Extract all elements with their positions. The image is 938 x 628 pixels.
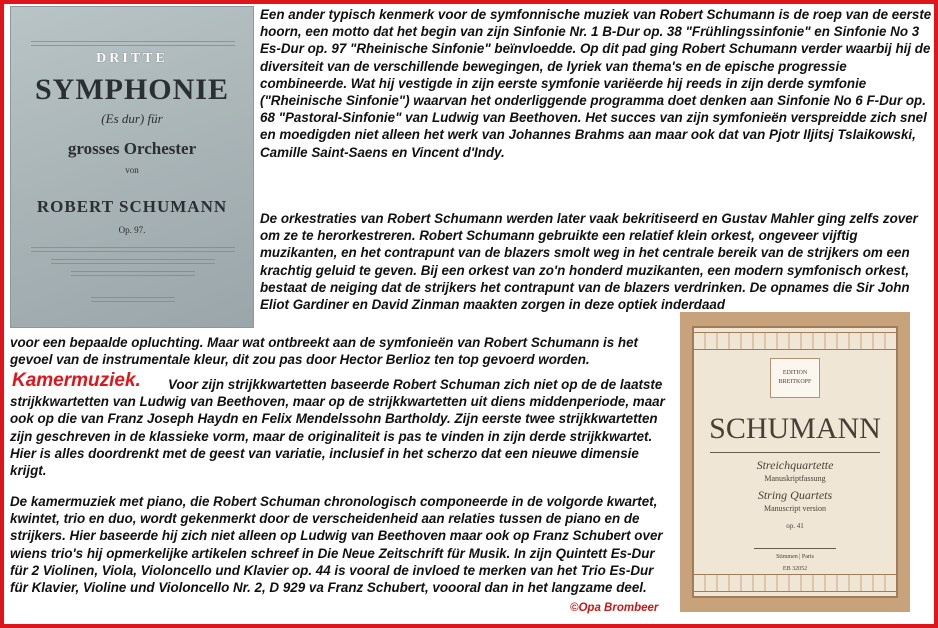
string-quartets-cover-image [680,312,910,612]
cover-ornament-band-top [694,332,896,350]
cover-esdur: (Es dur) für [101,111,163,126]
cover-eb-number: EB 32052 [782,566,808,572]
cover-dritte: DRITTE [96,51,168,66]
cover-ornament-bottom [91,297,175,302]
cover-stimmen-parts: Stimmen | Parts [776,554,814,560]
cover-manuskriptfassung: Manuskriptfassung [764,474,826,483]
symphonie-cover-image [10,6,254,328]
credit-opa-brombeer: ©Opa Brombeer [570,602,659,614]
cover-schumann-title: SCHUMANN [709,412,881,445]
cover-ornament-mid [31,247,235,252]
cover-ornament-line [51,259,215,264]
cover-inner-panel [692,326,898,598]
cover-rule-2 [754,548,836,549]
paragraph-symfonieen: Een ander typisch kenmerk voor de symfonnische muziek van Robert Schumann is de roep van de eerste hoorn, een motto dat het begin van zijn Sinfonie Nr. 1 B-Dur op. 38 "Frühlingssinfonie" en Sinfonie No 3 Es-Dur op. 97 "Rheinische Sinfonie" beïnvloedde. Op dit pad ging Robert Schumann verder waarbij hij de diversiteit van de verschillende bewegingen, de lyriek van thema's en de epische progressie combineerde. Wat hij vestigde in zijn eerste symfonie variëerde hij reeds in zijn derde symfonie ("Rheinische Sinfonie") waarvan het onderliggende programma doet denken aan Sinfonie No 6 F-Dur op. 68 "Pastoral-Sinfonie" van Ludwig van Beethoven. Het succes van zijn symfonieën verspreidde zich snel en moedigden niet alleen het werk van Johannes Brahms aan maar ook dat van Pjotr Iljitsj Tslaikowski, Camille Saint-Saens en Vincent d'Indy. [260,7,932,160]
cover-symphonie: SYMPHONIE [34,73,229,106]
cover-ornament-band-bottom [694,574,896,592]
paragraph-strijkkwartetten: Voor zijn strijkkwartetten baseerde Robert Schuman zich niet op de de laatste strijkkwartetten van Ludwig van Beethoven, maar op de strijkkwartetten uit diens middenperiode, maar ook op die van Franz Joseph Haydn en Felix Mendelssohn Bartholdy. Zijn eerste twee strijkkwartetten zijn geschreven in de klassieke vorm, maar de originaliteit is pas te vinden in zijn derde strijkkwartet. Hier is alles doordrenkt met de geest van variatie, inclusief in het scherzo dat een nieuwe dimensie krijgt. [10,377,665,479]
cover-robert-schumann: ROBERT SCHUMANN [36,197,228,216]
cover-ornament-line-2 [71,271,195,276]
cover-streichquartette: Streichquartette [756,458,834,472]
paragraph-orkestraties: De orkestraties van Robert Schumann werden later vaak bekritiseerd en Gustav Mahler ging zelfs zover om ze te herorkestreren. Robert Schumann gebruikte een relatief klein orkest, ongeveer vijftig muzikanten, en het contrapunt van de blazers smolt weg in het centrale bereik van de strijkers om een krachtig geluid te geven. Bij een orkest van zo'n honderd muzikanten, een modern symfonisch orkest, bestaat de neiging dat de strijkers het contrapunt van de blazers verdrinken. De opnames die Sir John Eliot Gardiner en David Zinman maakten zorgen in deze optiek inderdaad [260,211,918,313]
heading-kamermuziek: Kamermuziek. [12,370,141,391]
paragraph-kamermuziek-piano: De kamermuziek met piano, die Robert Schuman chronologisch componeerde in de volgorde kwartet, kwintet, trio en duo, wordt gekenmerkt door de verscheidenheid aan relaties tussen de piano en de strijkers. Hier baseerde hij zich niet alleen op Ludwig van Beethoven maar ook op Franz Schubert over wiens trio's hij opmerkelijke artikelen schreef in Die Neue Zeitschrift für Musik. In zijn Quintett Es-Dur für 2 Violinen, Viola, Violoncello und Klavier op. 44 is vooral de invloed te merken van het Trio Es-Dur für Klavier, Violine und Violoncello Nr. 2, D 929 va Franz Schubert, voooral dan in het langzame deel. [10,494,663,596]
cover-rule [710,452,880,453]
edition-breitkopf-logo: EDITION BREITKOPF [770,358,820,398]
cover-grosses-orchester: grosses Orchester [67,139,197,158]
cover-von: von [125,165,139,175]
paragraph-opluchting: voor een bepaalde opluchting. Maar wat ontbreekt aan de symfonieën van Robert Schumann is het gevoel van de instrumentale kleur, dit zou pas door Hector Berlioz ten top gevoerd worden. [10,335,638,368]
cover-ornament-top [31,41,235,46]
cover-opus: Op. 97. [118,225,146,235]
cover-string-quartets: String Quartets [757,488,833,502]
cover-manuscript-version: Manuscript version [764,504,826,513]
cover-opus-41: op. 41 [786,522,804,530]
